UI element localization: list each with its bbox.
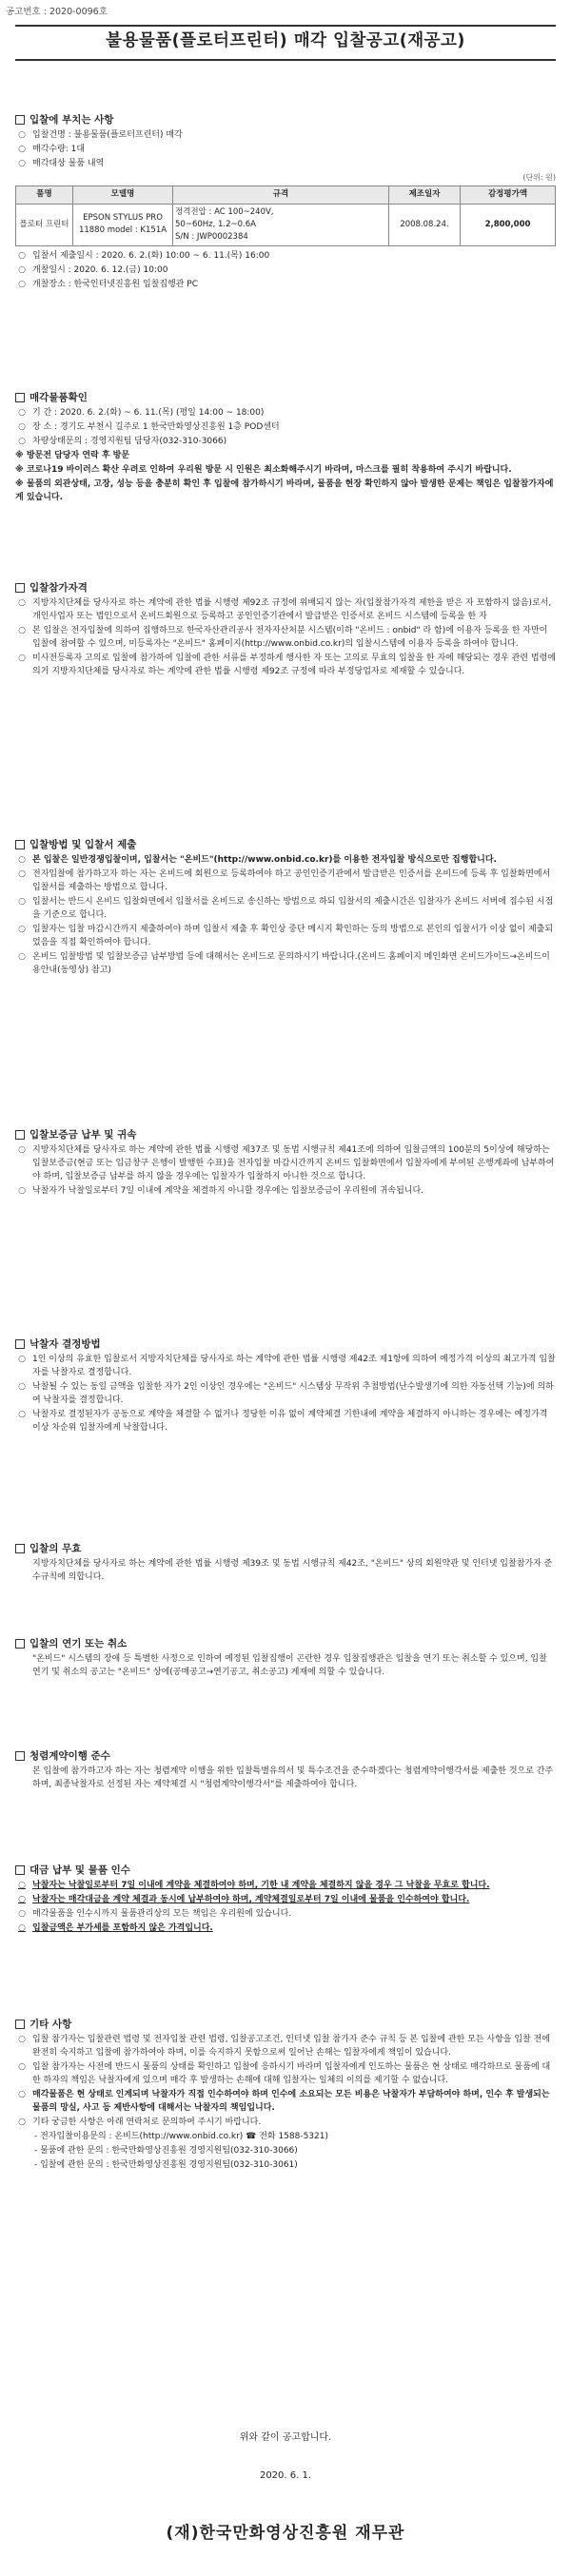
- list-item: 매각물품을 인수시까지 물품관리상의 모든 책임은 우리원에 있습니다.: [32, 1909, 292, 1920]
- circle-bullet-icon: ○: [18, 265, 26, 276]
- bid-name: 입찰건명 : 불용물품(플로터프린터) 매각: [32, 130, 183, 141]
- list-item: 낙찰자는 매각대금을 계약 체결과 동시에 납부하여야 하며, 계약체결일로부터 7일 이내에 물품을 인수하여야 합니다.: [32, 1895, 470, 1905]
- contact-bid: - 입찰에 관한 문의 : 한국만화영상진흥원 경영지원팀(032-310-3061): [34, 2159, 298, 2170]
- list-item: 입찰 참가자는 입찰관련 법령 및 전자입찰 관련 법령, 입찰공고조건, 인터넷 입찰 참가자 준수 규칙 등 본 입찰에 관한 모든 사항을 입찰 전에 완전히 숙지하고 입찰에 참가하여야 하며, 이를 숙지하지 못함으로써 일어난 손해는 입찰자에게 책임이 있습니다.: [32, 2035, 550, 2059]
- section-eligibility: [15, 580, 556, 680]
- note: ※ 물품의 외관상태, 고장, 성능 등을 충분히 확인 후 입찰에 참가하시기 바라며, 물품을 현장 확인하지 않아 발생한 문제는 책임은 입찰참가자에게 있습니다.: [15, 478, 554, 502]
- list-item: 미사전등록자 고의로 입찰에 참가하여 입찰에 관한 서류를 부정하게 행사한 자 또는 고의로 무효의 입찰을 한 자에 해당되는 경우 관련 법령에 의거 지방자치단체를 당사자로 하는 계약에 관한 법률 시행령 제92조 규정에 따라 부정당업자로 제재할 수 있습니다.: [32, 654, 556, 676]
- items-table: [15, 185, 556, 246]
- title-bottom-rule: [15, 59, 556, 61]
- section-other: [15, 2017, 556, 2174]
- paragraph: "온비드" 시스템의 장애 등 특별한 사정으로 인하여 예정된 입찰집행이 곤란한 경우 입찰집행관은 입찰을 연기 또는 취소할 수 있으며, 입찰 연기 및 취소의 공고는 "온비드" 상에(공매공고→연기공고, 취소공고) 게재에 의할 수 있습니다.: [32, 1654, 547, 1678]
- section-deposit: [15, 1127, 556, 1200]
- circle-bullet-icon: ○: [18, 951, 26, 962]
- issuer: (재)한국만화영상진흥원 재무관: [166, 2524, 405, 2543]
- list-item: 입찰 참가자는 사전에 반드시 물품의 상태를 확인하고 입찰에 응하시기 바라며 입찰자에게 인도하는 물품은 현 상태로 매각하므로 물품에 대한 하자의 책임은 낙찰자에게 있으며 매각 후 발생하는 손해에 대해 입찰자는 일체의 이의를 제기할 수 없습니다.: [32, 2062, 551, 2086]
- inspection-contact: 차량상태문의 : 경영지원팀 담당자(032-310-3066): [32, 437, 227, 447]
- circle-bullet-icon: ○: [18, 1410, 26, 1420]
- circle-bullet-icon: ○: [18, 626, 26, 636]
- circle-bullet-icon: ○: [18, 1923, 26, 1934]
- list-item: 매각물품은 현 상태로 인계되며 낙찰자가 직접 인수하여야 하며 인수에 소요되는 모든 비용은 낙찰자가 부담하여야 하며, 인수 후 발생되는 물품의 망실, 사고 등 제반사항에 대해서는 낙찰자의 책임입니다.: [32, 2090, 550, 2113]
- circle-bullet-icon: ○: [18, 869, 26, 880]
- section-bid-method: [15, 837, 556, 979]
- section-item-inspection: [15, 390, 556, 506]
- section-heading: 매각물품확인: [15, 390, 556, 405]
- square-bullet-icon: [15, 1339, 25, 1349]
- opening-date: 개찰일시 : 2020. 6. 12.(금) 10:00: [32, 265, 168, 276]
- inspection-period: 기 간 : 2020. 6. 2.(화) ~ 6. 11.(목) (평일 14:00 ~ 18:00): [32, 408, 265, 419]
- circle-bullet-icon: ○: [18, 1895, 26, 1905]
- table-header: 규격: [173, 186, 389, 204]
- opening-place: 개찰장소 : 한국인터넷진흥원 입찰집행관 PC: [32, 280, 198, 290]
- list-item: 낙찰자가 낙찰일로부터 7일 이내에 계약을 체결하지 아니할 경우에는 입찰보증금이 우리원에 귀속됩니다.: [32, 1186, 424, 1197]
- table-row: [16, 204, 556, 246]
- list-item: 입찰자는 입찰 마감시간까지 제출하여야 하며 입찰서 제출 후 확인상 중단 메시지 확인하는 등의 방법으로 본인의 입찰서가 이상 없이 제출되었음을 직접 확인하여야 합니다.: [32, 924, 554, 947]
- notice-date: 2020. 6. 1.: [259, 2470, 312, 2481]
- square-bullet-icon: [15, 115, 25, 125]
- circle-bullet-icon: ○: [18, 437, 26, 447]
- note: ※ 코로나19 바이러스 확산 우려로 인하여 우리원 방문 시 인원은 최소화해주시기 바라며, 마스크를 필히 착용하여 주시기 바랍니다.: [15, 465, 512, 476]
- section-invalid-bid: [15, 1541, 556, 1586]
- list-item: 입찰서는 반드시 온비드 입찰화면에서 입찰서를 온비드로 송신하는 방법으로 하되 입찰서의 제출시간은 입찰자가 온비드 서버에 접수된 시점을 기준으로 합니다.: [32, 897, 554, 921]
- square-bullet-icon: [15, 1544, 25, 1553]
- section-heading: 기타 사항: [15, 2017, 556, 2032]
- circle-bullet-icon: ○: [18, 2090, 26, 2100]
- contact-item: - 물품에 관한 문의 : 한국만화영상진흥원 경영지원팀(032-310-3066): [34, 2145, 298, 2156]
- circle-bullet-icon: ○: [18, 251, 26, 262]
- sale-quantity: 매각수량: 1대: [32, 145, 86, 155]
- section-integrity: [15, 1748, 556, 1793]
- circle-bullet-icon: ○: [18, 280, 26, 290]
- table-header: 모델명: [73, 186, 173, 204]
- table-header: 제조일자: [389, 186, 461, 204]
- list-item: 낙찰될 수 있는 동일 금액을 입찰한 자가 2인 이상인 경우에는 "온비드" 시스템상 무작위 추첨방법(난수발생기에 의한 자동선택 기능)에 의하여 낙찰자를 결정합니다.: [32, 1382, 554, 1406]
- table-header: 품명: [16, 186, 73, 204]
- table-header: 감정평가액: [461, 186, 556, 204]
- section-heading: 대금 납부 및 물품 인수: [15, 1863, 556, 1878]
- contact-onbid: - 전자입찰이용문의 : 온비드(http://www.onbid.co.kr) ☎ 전화 1588-5321): [34, 2131, 329, 2141]
- item-spec-cell: 정격전압 : AC 100~240V, 50~60Hz, 1.2~0.6A S/N : JWP0002384: [173, 204, 389, 246]
- list-item: 온비드 입찰방법 및 입찰보증금 납부방법 등에 대해서는 온비드로 문의하시기 바랍니다.(온비드 홈페이지 메인화면 온비드가이드→온비드이용안내(동영상) 참고): [32, 951, 550, 975]
- circle-bullet-icon: ○: [18, 855, 26, 866]
- list-item: 본 입찰은 전자입찰에 의하여 집행하므로 한국자산관리공사 전자자산처분 시스템(이하 "온비드 : onbid" 라 함)에 이용자 등록을 한 자만이 입찰에 참여할 수 있으며, 미등록자는 "온비드" 홈페이지(http://www.onbid.co.kr)의 입찰시스템에 이용자 등록을 하여야 합니다.: [32, 626, 548, 650]
- circle-bullet-icon: ○: [18, 2035, 26, 2045]
- circle-bullet-icon: ○: [18, 1382, 26, 1393]
- list-item: 기타 궁금한 사항은 아래 연락처로 문의하여 주시기 바랍니다.: [32, 2117, 262, 2127]
- section-postpone-cancel: [15, 1636, 556, 1681]
- square-bullet-icon: [15, 1751, 25, 1761]
- circle-bullet-icon: ○: [18, 897, 26, 907]
- section-heading: 입찰의 무효: [15, 1541, 556, 1556]
- square-bullet-icon: [15, 2020, 25, 2029]
- list-item: 1인 이상의 유효한 입찰로서 지방자치단체를 당사자로 하는 계약에 관한 법률 시행령 제42조 제1항에 의하여 예정가격 이상의 최고가격 입찰자를 낙찰자로 결정합니다.: [32, 1355, 556, 1378]
- section-bid-items: [15, 112, 556, 293]
- circle-bullet-icon: ○: [18, 130, 26, 141]
- circle-bullet-icon: ○: [18, 598, 26, 609]
- inspection-place: 장 소 : 경기도 부천시 길주로 1 한국만화영상진흥원 1층 POD센터: [32, 422, 280, 433]
- square-bullet-icon: [15, 583, 25, 593]
- circle-bullet-icon: ○: [18, 924, 26, 934]
- circle-bullet-icon: ○: [18, 408, 26, 419]
- section-heading: 낙찰자 결정방법: [15, 1337, 556, 1352]
- section-heading: 입찰의 연기 또는 취소: [15, 1636, 556, 1651]
- list-item: 지방자치단체를 당사자로 하는 계약에 관한 법률 시행령 제37조 및 동법 시행규칙 제41조에 의하여 입찰금액의 100분의 5이상에 해당하는 입찰보증금(현금 또는 입금창구 은행이 발행한 수표)을 전자입찰 마감시간까지 온비드 입찰화면에서 입찰자에게 부여된 은행계좌에 납부하여야 하며, 입찰보증금 납부를 하지 않을 경우에는 입찰자가 입찰하지 아니한 것으로 합니다.: [32, 1145, 555, 1182]
- circle-bullet-icon: ○: [18, 654, 26, 664]
- notice-number: 공고번호 : 2020-0096호: [6, 7, 108, 17]
- circle-bullet-icon: ○: [18, 1186, 26, 1197]
- paragraph: 본 입찰에 참가하고자 하는 자는 청렴계약 이행을 위한 입찰특별유의서 및 특수조건을 준수하겠다는 청렴계약이행각서를 제출한 것으로 간주하며, 최종낙찰자로 선정된 자는 계약체결 시 "청렴계약이행각서"를 제출하여야 합니다.: [32, 1766, 554, 1790]
- submission-period: 입찰서 제출일시 : 2020. 6. 2.(화) 10:00 ~ 6. 11.(목) 16:00: [32, 251, 270, 262]
- circle-bullet-icon: ○: [18, 422, 26, 433]
- list-item: 낙찰자로 결정된자가 공동으로 계약을 체결할 수 없거나 정당한 이유 없이 계약체결 기한내에 계약을 체결하지 아니하는 경우에는 예정가격 이상 차순위 입찰자에게 낙찰합니다.: [32, 1410, 548, 1433]
- section-heading: 입찰에 부치는 사항: [15, 112, 556, 127]
- list-item: 본 입찰은 일반경쟁입찰이며, 입찰서는 "온비드"(http://www.onbid.co.kr)를 이용한 전자입찰 방식으로만 집행합니다.: [32, 855, 497, 866]
- list-item: 입찰금액은 부가세를 포함하지 않은 가격입니다.: [32, 1923, 213, 1934]
- circle-bullet-icon: ○: [18, 1881, 26, 1891]
- item-model-cell: EPSON STYLUS PRO 11880 model : K151A: [73, 204, 173, 246]
- note: ※ 방문전 담당자 연락 후 방문: [15, 451, 130, 461]
- unit-label: (단위: 원): [522, 173, 556, 183]
- circle-bullet-icon: ○: [18, 2117, 26, 2127]
- square-bullet-icon: [15, 1639, 25, 1649]
- section-heading: 입찰방법 및 입찰서 제출: [15, 837, 556, 852]
- list-item: 낙찰자는 낙찰일로부터 7일 이내에 계약을 체결하여야 하며, 기한 내 계약을 체결하지 않을 경우 그 낙찰을 무효로 합니다.: [32, 1881, 490, 1891]
- circle-bullet-icon: ○: [18, 1909, 26, 1920]
- item-date-cell: 2008.08.24.: [389, 204, 461, 246]
- list-item: 전자입찰에 참가하고자 하는 자는 온비드에 회원으로 등록하여야 하고 공인인증기관에서 발급받은 인증서를 온비드에 등록 후 입찰화면에서 입찰서를 제출하는 방법으로 합니다.: [32, 869, 551, 893]
- square-bullet-icon: [15, 1865, 25, 1875]
- circle-bullet-icon: ○: [18, 2062, 26, 2073]
- square-bullet-icon: [15, 840, 25, 849]
- closing-text: 위와 같이 공고합니다.: [239, 2432, 332, 2443]
- section-winner-decision: [15, 1337, 556, 1436]
- paragraph: 지방자치단체를 당사자로 하는 계약에 관한 법률 시행령 제39조 및 동법 시행규칙 제42조, "온비드" 상의 회원약관 및 인터넷 입찰참가자 준수규칙에 의합니다.: [32, 1559, 553, 1583]
- circle-bullet-icon: ○: [18, 1355, 26, 1365]
- list-item: 지방자치단체를 당사자로 하는 계약에 관한 법률 시행령 제92조 규정에 위배되지 않는 자(입찰참가자격 제한을 받은 자 포함하지 않음)로서, 개인사업자 또는 법인으로서 온비드회원으로 등록하고 공인인증기관에서 발급받은 인증서로 온비드 시스템에 등록을 한 자: [32, 598, 552, 622]
- item-name-cell: 플로터 프린터: [16, 204, 73, 246]
- circle-bullet-icon: ○: [18, 145, 26, 155]
- section-payment: [15, 1863, 556, 1937]
- section-heading: 청렴계약이행 준수: [15, 1748, 556, 1764]
- square-bullet-icon: [15, 1130, 25, 1140]
- item-price-cell: 2,800,000: [461, 204, 556, 246]
- page-title: 불용물품(플로터프린터) 매각 입찰공고(재공고): [106, 31, 465, 50]
- circle-bullet-icon: ○: [18, 159, 26, 169]
- section-heading: 입찰참가자격: [15, 580, 556, 595]
- circle-bullet-icon: ○: [18, 1145, 26, 1156]
- square-bullet-icon: [15, 393, 25, 402]
- section-heading: 입찰보증금 납부 및 귀속: [15, 1127, 556, 1142]
- title-top-rule: [15, 25, 556, 27]
- table-header-row: [16, 186, 556, 204]
- item-list-label: 매각대상 물품 내역: [32, 159, 105, 169]
